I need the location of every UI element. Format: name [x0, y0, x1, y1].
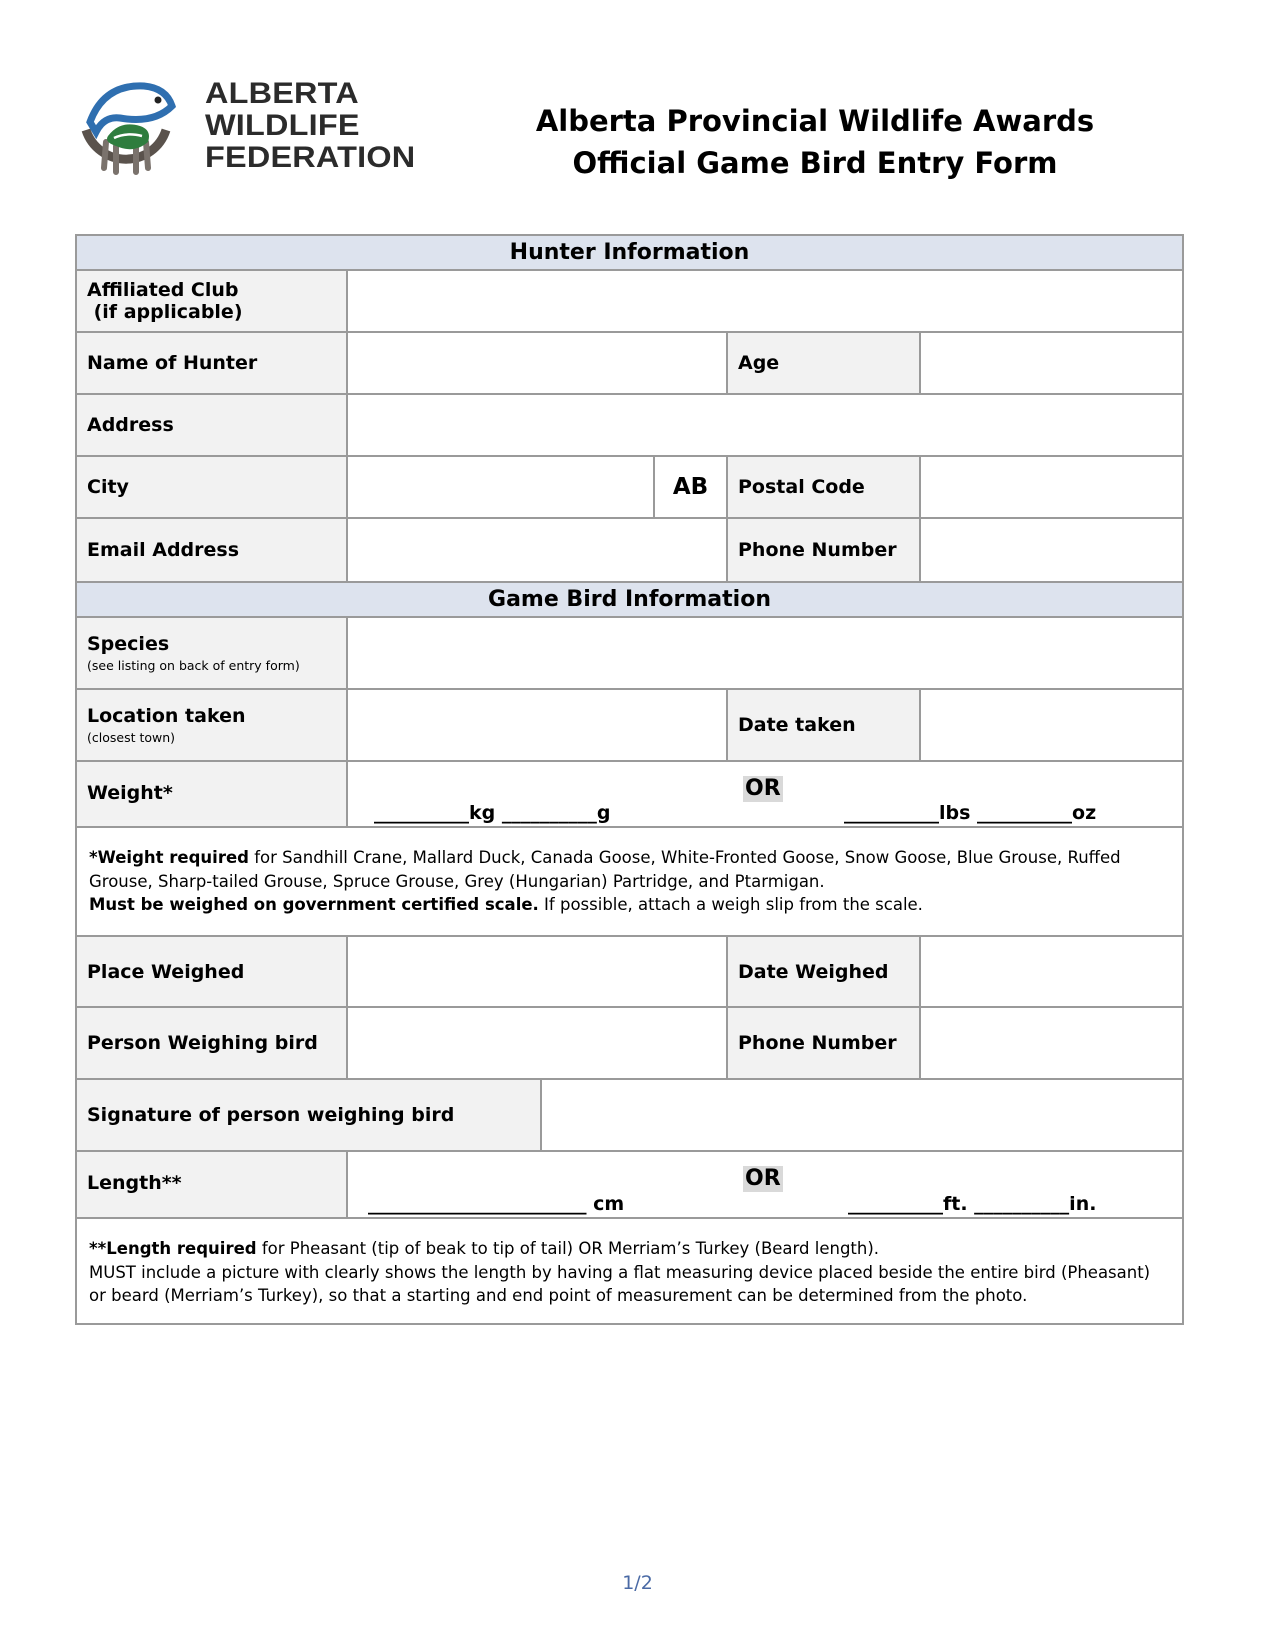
row-city-postal — [77, 457, 1182, 519]
row-location-date — [77, 690, 1182, 762]
weigher-phone-field[interactable] — [921, 1008, 1182, 1078]
federation-logo-icon — [74, 72, 178, 176]
row-length-note — [77, 1219, 1182, 1323]
row-affiliated-club — [77, 271, 1182, 333]
label-place-weighed: Place Weighed — [77, 937, 348, 1006]
place-weighed-field[interactable] — [348, 937, 728, 1006]
label-sub: (if applicable) — [87, 301, 243, 323]
weight-imperial-field[interactable]: __________lbs __________oz — [844, 802, 1097, 824]
length-imperial-field[interactable]: __________ft. __________in. — [848, 1193, 1097, 1215]
label-person-weighing: Person Weighing bird — [77, 1008, 348, 1078]
entry-form — [75, 234, 1184, 1325]
label-species — [77, 618, 348, 688]
note-bold: Must be weighed on government certified scale. — [89, 895, 539, 914]
row-weight — [77, 762, 1182, 828]
note-text: MUST include a picture with clearly shows the length by having a flat measuring device placed beside the entire bird (Pheasant) or beard (Merriam’s Turkey), so that a starting and end point of measurement can be determined from the photo. — [89, 1262, 1151, 1305]
note-bold: *Weight required — [89, 848, 249, 867]
title-line-1: Alberta Provincial Wildlife Awards — [535, 104, 1095, 138]
row-species — [77, 618, 1182, 690]
row-name-age — [77, 333, 1182, 395]
row-length — [77, 1152, 1182, 1219]
label-date-taken: Date taken — [728, 690, 921, 760]
logo-line-alberta: ALBERTA — [205, 77, 359, 110]
date-weighed-field[interactable] — [921, 937, 1182, 1006]
label-age: Age — [728, 333, 921, 393]
weight-metric-field[interactable]: __________kg __________g — [374, 802, 611, 824]
label-affiliated-club — [77, 271, 348, 331]
date-taken-field[interactable] — [921, 690, 1182, 760]
note-bold: **Length required — [89, 1239, 257, 1258]
label-text: Affiliated Club — [87, 279, 239, 301]
length-metric-field[interactable]: _______________________ cm — [368, 1193, 625, 1215]
length-entry[interactable] — [348, 1152, 1182, 1217]
label-signature: Signature of person weighing bird — [77, 1080, 542, 1150]
label-email: Email Address — [77, 519, 348, 581]
logo-line-wildlife: WILDLIFE — [205, 109, 360, 142]
affiliated-club-field[interactable] — [348, 271, 1182, 331]
person-weighing-field[interactable] — [348, 1008, 728, 1078]
logo-line-federation: FEDERATION — [205, 141, 416, 174]
age-field[interactable] — [921, 333, 1182, 393]
label-weight: Weight* — [77, 762, 348, 826]
city-field[interactable] — [348, 457, 655, 517]
logo-emblem — [74, 72, 178, 176]
email-field[interactable] — [348, 519, 728, 581]
row-person-weighing — [77, 1008, 1182, 1080]
row-place-date-weighed — [77, 937, 1182, 1008]
label-sub: (see listing on back of entry form) — [87, 658, 300, 673]
label-phone: Phone Number — [728, 519, 921, 581]
label-text: Location taken — [87, 705, 246, 727]
label-weigher-phone: Phone Number — [728, 1008, 921, 1078]
postal-code-field[interactable] — [921, 457, 1182, 517]
row-email-phone — [77, 519, 1182, 581]
label-name-of-hunter: Name of Hunter — [77, 333, 348, 393]
label-city: City — [77, 457, 348, 517]
weight-entry[interactable] — [348, 762, 1182, 826]
note-text: for Sandhill Crane, Mallard Duck, Canada Goose, White-Fronted Goose, Snow Goose, Blue Grouse, Ruffed Grouse, Sharp-tailed Grouse, Spruce Grouse, Grey (Hungarian) Partridge, and Ptarmigan. — [89, 848, 1121, 891]
length-note — [77, 1219, 1182, 1323]
section-header-hunter: Hunter Information — [77, 236, 1182, 271]
label-date-weighed: Date Weighed — [728, 937, 921, 1006]
or-badge: OR — [745, 1166, 781, 1191]
row-weight-note — [77, 828, 1182, 937]
row-address — [77, 395, 1182, 457]
label-address: Address — [77, 395, 348, 455]
weight-note — [77, 828, 1182, 935]
label-sub: (closest town) — [87, 730, 176, 745]
species-field[interactable] — [348, 618, 1182, 688]
label-postal-code: Postal Code — [728, 457, 921, 517]
note-text: for Pheasant (tip of beak to tip of tail) OR Merriam’s Turkey (Beard length). — [256, 1239, 880, 1258]
label-location — [77, 690, 348, 760]
or-badge: OR — [745, 776, 781, 801]
logo-wordmark — [205, 77, 416, 174]
label-length: Length** — [77, 1152, 348, 1217]
signature-field[interactable] — [542, 1080, 1182, 1150]
address-field[interactable] — [348, 395, 1182, 455]
section-header-game-bird: Game Bird Information — [77, 581, 1182, 618]
page-number: 1/2 — [622, 1572, 653, 1594]
label-text: Species — [87, 633, 170, 655]
page-title — [510, 100, 1120, 184]
name-of-hunter-field[interactable] — [348, 333, 728, 393]
row-signature — [77, 1080, 1182, 1152]
phone-field[interactable] — [921, 519, 1182, 581]
title-line-2: Official Game Bird Entry Form — [572, 146, 1058, 180]
note-text: If possible, attach a weigh slip from the scale. — [538, 895, 923, 914]
location-field[interactable] — [348, 690, 728, 760]
province-label: AB — [655, 457, 728, 517]
